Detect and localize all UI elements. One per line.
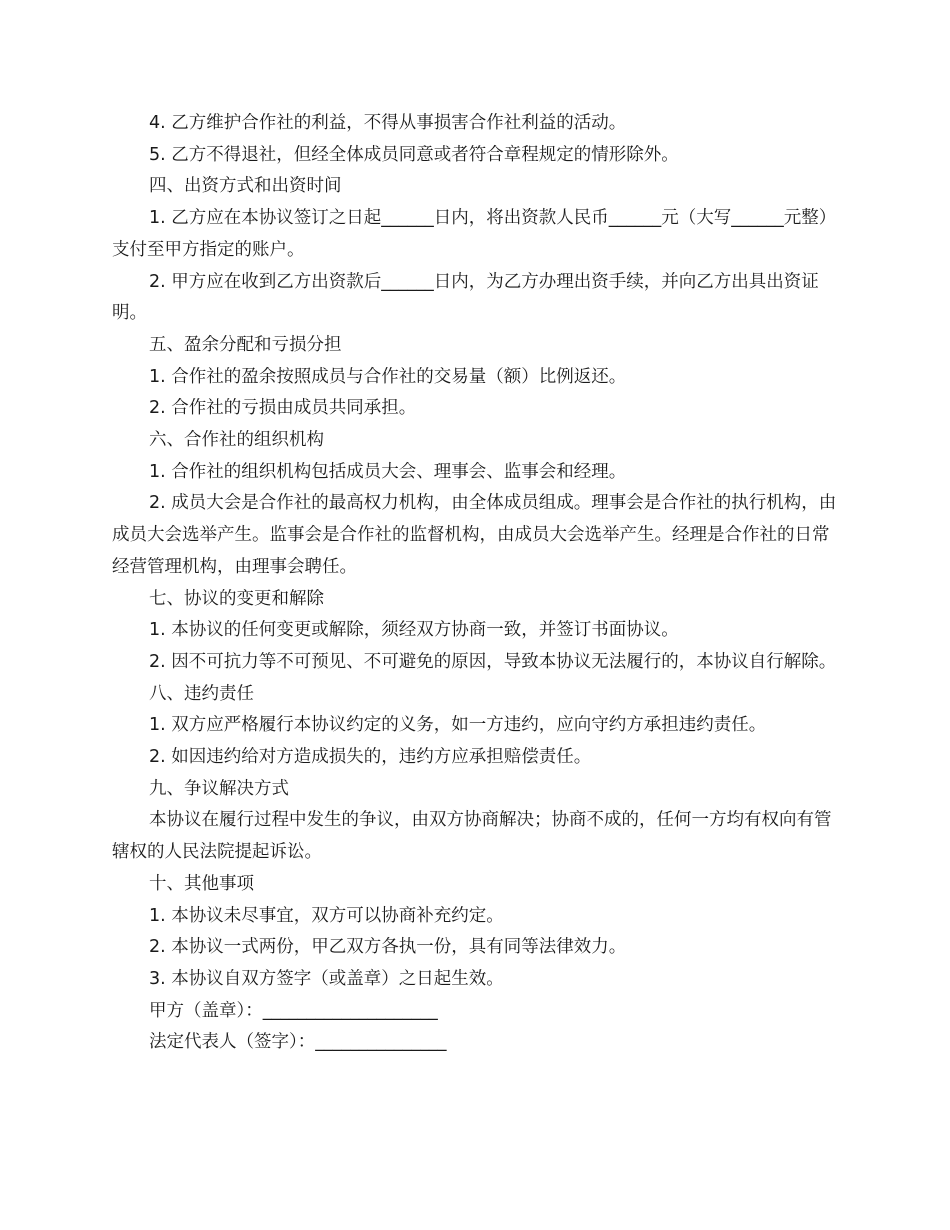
clause-6-item-2: 2. 成员大会是合作社的最高权力机构，由全体成员组成。理事会是合作社的执行机构，由成员大会选举产生。监事会是合作社的监督机构，由成员大会选举产生。经理是合作社的日常经营管理机构，由理事会聘任。 bbox=[112, 493, 837, 577]
clause-6-item-1: 1. 合作社的组织机构包括成员大会、理事会、监事会和经理。 bbox=[149, 461, 627, 482]
clause-7-item-1: 1. 本协议的任何变更或解除，须经双方协商一致，并签订书面协议。 bbox=[149, 620, 679, 641]
clause-8-item-1: 1. 双方应严格履行本协议约定的义务，如一方违约，应向守约方承担违约责任。 bbox=[149, 715, 767, 736]
section-heading-4: 四、出资方式和出资时间 bbox=[149, 176, 342, 197]
clause-5-item-2: 2. 合作社的亏损由成员共同承担。 bbox=[149, 398, 417, 419]
document-body bbox=[112, 108, 840, 1059]
clause-10-item-1: 1. 本协议未尽事宜，双方可以协商补充约定。 bbox=[149, 905, 504, 926]
clause-8-item-2: 2. 如因违约给对方造成损失的，违约方应承担赔偿责任。 bbox=[149, 747, 592, 768]
clause-10-item-2: 2. 本协议一式两份，甲乙双方各执一份，具有同等法律效力。 bbox=[149, 937, 627, 958]
section-heading-10: 十、其他事项 bbox=[149, 873, 254, 894]
clause-3-item-4: 4. 乙方维护合作社的利益，不得从事损害合作社利益的活动。 bbox=[149, 113, 627, 133]
clause-10-item-3: 3. 本协议自双方签字（或盖章）之日起生效。 bbox=[149, 968, 504, 989]
clause-3-item-5: 5. 乙方不得退社，但经全体成员同意或者符合章程规定的情形除外。 bbox=[149, 144, 679, 165]
clause-7-item-2: 2. 因不可抗力等不可预见、不可避免的原因，导致本协议无法履行的，本协议自行解除。 bbox=[149, 651, 837, 672]
section-heading-7: 七、协议的变更和解除 bbox=[149, 588, 324, 609]
clause-5-item-1: 1. 合作社的盈余按照成员与合作社的交易量（额）比例返还。 bbox=[149, 366, 627, 387]
clause-4-item-1: 1. 乙方应在本协议签订之日起______日内，将出资款人民币______元（大写______元整）支付至甲方指定的账户。 bbox=[112, 208, 837, 260]
section-heading-5: 五、盈余分配和亏损分担 bbox=[149, 334, 342, 355]
section-heading-9: 九、争议解决方式 bbox=[149, 778, 289, 799]
clause-4-item-2: 2. 甲方应在收到乙方出资款后______日内，为乙方办理出资手续，并向乙方出具出资证明。 bbox=[112, 271, 819, 324]
section-heading-8: 八、违约责任 bbox=[149, 683, 254, 704]
legal-representative-signature-line: 法定代表人（签字）：_______________ bbox=[149, 1032, 447, 1053]
party-a-seal-line: 甲方（盖章）：____________________ bbox=[149, 1000, 438, 1021]
clause-9-text: 本协议在履行过程中发生的争议，由双方协商解决；协商不成的，任何一方均有权向有管辖权的人民法院提起诉讼。 bbox=[112, 810, 832, 863]
section-heading-6: 六、合作社的组织机构 bbox=[149, 430, 324, 451]
